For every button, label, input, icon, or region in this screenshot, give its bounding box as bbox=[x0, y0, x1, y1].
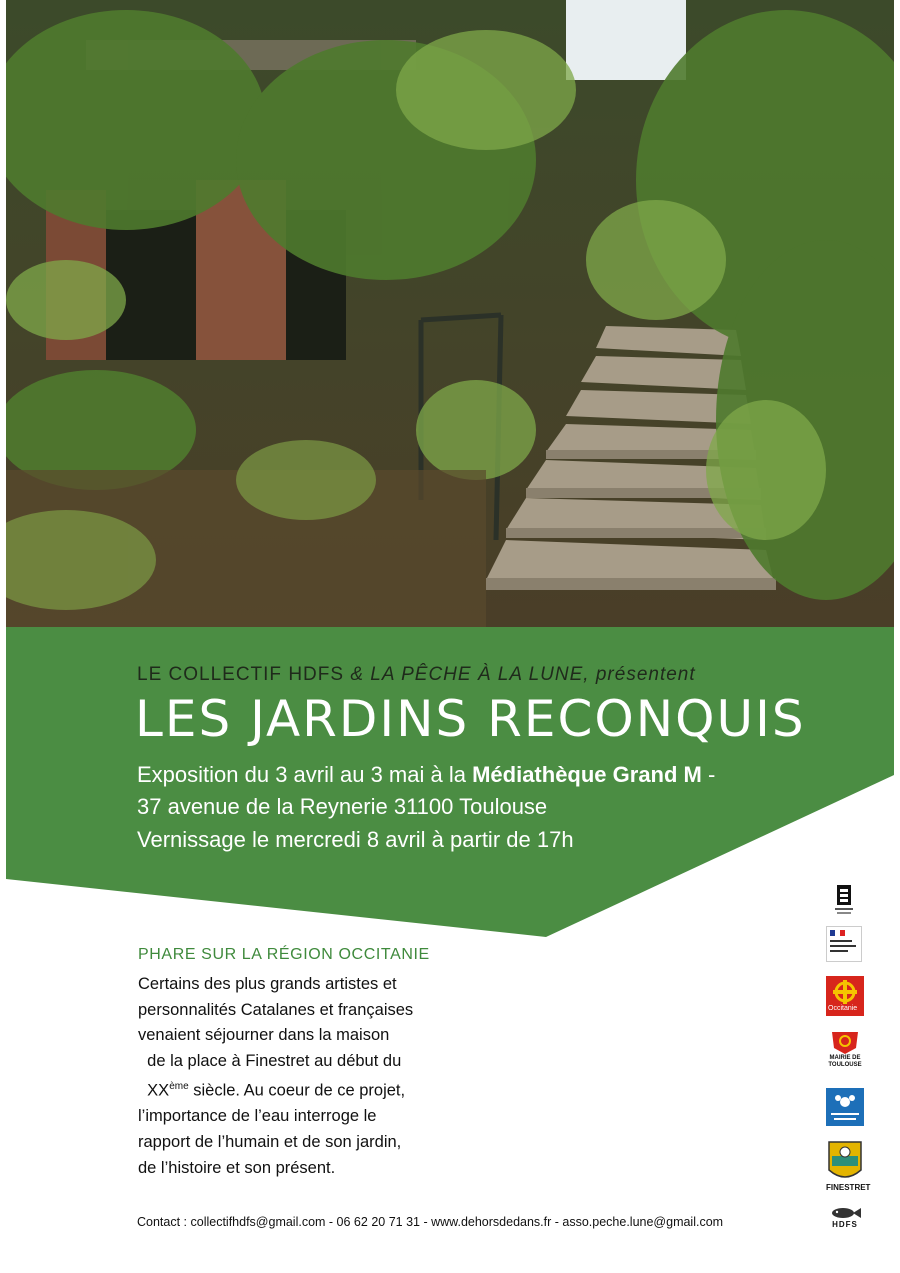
dates-prefix: Exposition du 3 avril au 3 mai à la bbox=[137, 762, 473, 787]
mairie-toulouse-logo bbox=[828, 1032, 862, 1072]
para-line bbox=[138, 1074, 458, 1104]
region-occitanie-logo bbox=[826, 976, 864, 1016]
para-line: venaient séjourner dans la maison bbox=[138, 1026, 390, 1045]
venue-address: 37 avenue de la Reynerie 31100 Toulouse bbox=[137, 794, 548, 819]
para-line: Certains des plus grands artistes et bbox=[138, 975, 397, 993]
century-sup: ème bbox=[169, 1081, 189, 1093]
hdfs-logo bbox=[828, 1206, 862, 1232]
hdfs-label: HDFS bbox=[832, 1220, 858, 1229]
prefet-occitanie-logo bbox=[826, 926, 862, 962]
exhibition-dates bbox=[137, 762, 715, 788]
century-rest: siècle. Au coeur de ce projet, bbox=[188, 1081, 406, 1100]
bibliotheque-logo bbox=[832, 885, 856, 915]
opening-time: Vernissage le mercredi 8 avril à partir de 17h bbox=[137, 827, 574, 852]
presenters-main: LE COLLECTIF HDFS bbox=[137, 664, 351, 685]
para-line: l’importance de l’eau interroge le bbox=[138, 1107, 377, 1126]
para-line: de la place à Finestret au début du bbox=[138, 1051, 402, 1070]
para-line: de l’histoire et son présent. bbox=[138, 1158, 336, 1177]
para-line: rapport de l’humain et de son jardin, bbox=[138, 1133, 402, 1152]
para-line: personnalités Catalanes et françaises bbox=[138, 1000, 414, 1019]
section-subhead: PHARE SUR LA RÉGION OCCITANIE bbox=[138, 946, 430, 963]
finestret-label: FINESTRET bbox=[826, 1183, 871, 1192]
dates-suffix: - bbox=[701, 762, 716, 787]
venue-name: Médiathèque Grand M bbox=[472, 762, 702, 787]
finestret-logo bbox=[826, 1140, 871, 1196]
exhibition-title: LES JARDINS RECONQUIS bbox=[135, 690, 806, 748]
garden-stairs-photo bbox=[6, 0, 894, 627]
mairie-label: MAIRIE DE TOULOUSE bbox=[828, 1055, 862, 1068]
associations-logo bbox=[826, 1088, 864, 1126]
contact-line: Contact : collectifhdfs@gmail.com - 06 62 20 71 31 - www.dehorsdedans.fr - asso.peche.lune@gmail.com bbox=[137, 1215, 724, 1229]
presenters-line bbox=[137, 664, 837, 686]
presenters-amp: & bbox=[350, 664, 371, 685]
description-paragraph bbox=[138, 972, 458, 1181]
occitanie-label: Occitanie bbox=[828, 1005, 858, 1012]
century-text: XX bbox=[138, 1081, 170, 1100]
presenters-tail: , présentent bbox=[583, 664, 696, 685]
presenters-italic: LA PÊCHE À LA LUNE bbox=[370, 664, 584, 685]
